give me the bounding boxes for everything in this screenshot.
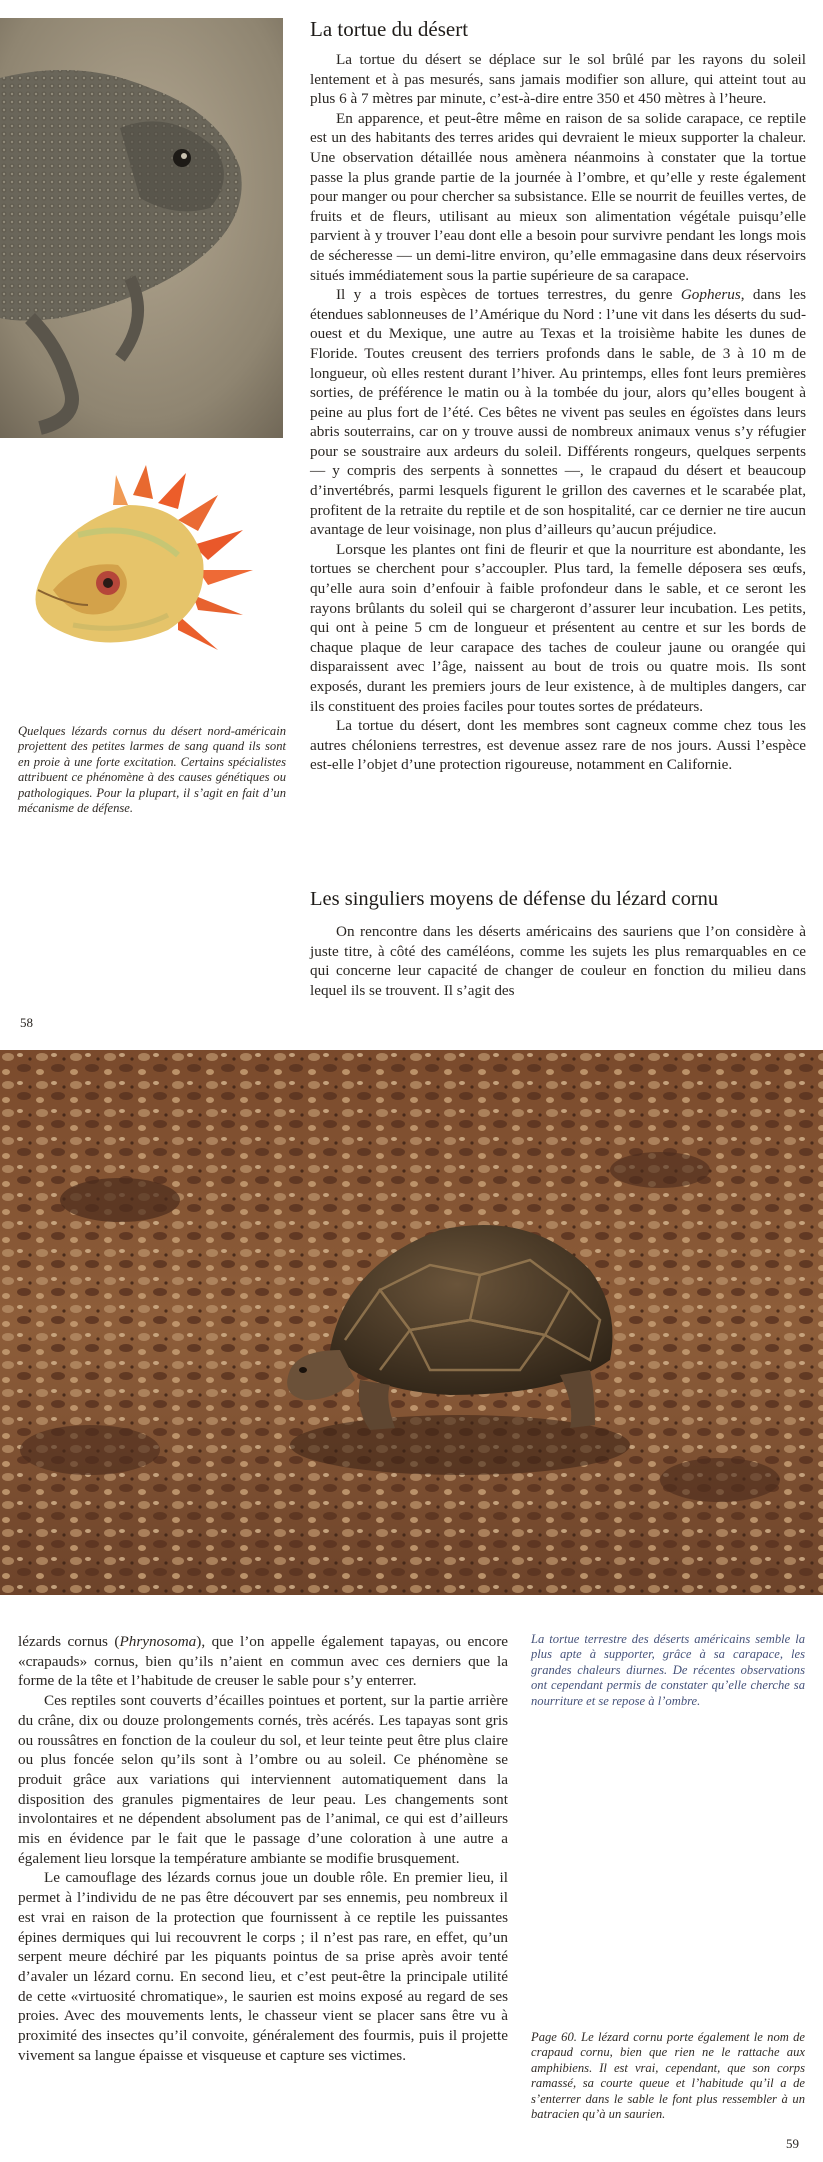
section2-body — [310, 922, 806, 1000]
horned-lizard-head-illustration — [18, 465, 258, 665]
desert-tortoise-photo — [0, 1050, 823, 1595]
paragraph: En apparence, et peut-être même en raison de sa solide carapace, ce reptile est un des habitants des terres arides qui devraient le mieux supporter la chaleur. Une observation détaillée nous amènera néanmoins à constater que la tortue passe la plus grande partie de la journée à l’ombre, et qu’elle y reste également pour manger ou pour chercher sa subsistance. Elle se nourrit de feuilles vertes, de fruits et de fleurs, utilisant au mieux son alimentation végétale puisqu’elle parvient à y trouver l’eau dont elle a besoin pour survivre pendant les longs mois de sécheresse — un demi-litre environ, qu’elle emmagasine dans deux réservoirs situés immédiatement sous la partie supérieure de sa carapace. — [310, 109, 806, 284]
caption-tortoise: La tortue terrestre des déserts américains semble la plus apte à supporter, grâce à sa carapace, les grandes chaleurs diurnes. De récentes observations ont cependant permis de constater qu’elle cherche sa nourriture et se repose à l’ombre. — [531, 1632, 805, 1708]
section1-body — [310, 50, 806, 775]
paragraph: Lorsque les plantes ont fini de fleurir et que la nourriture est abondante, les tortues se cherchent pour s’accoupler. Plus tard, la femelle déposera ses œufs, qu’elle aura soin d’enfouir à faible profondeur dans le sable, et ce seront les rayons brûlants du soleil qui se chargeront d’assurer leur incubation. Les petits, qui ont à peine 5 cm de longueur et présentent au centre et sur les bords de chaque plaque de leur carapace des taches de couleur jaune ou orangée qui disparaissent avec l’âge, naissent au bout de trois ou quatre mois. Ils sont exposés, durant les premiers jours de leur existence, à de multiples dangers, car ils constituent des proies faciles pour toutes sortes de prédateurs. — [310, 540, 806, 715]
paragraph: La tortue du désert, dont les membres sont cagneux comme chez tous les autres chéloniens terrestres, est devenue assez rare de nos jours. Aussi l’espèce est-elle l’objet d’une protection rigoureuse, notamment en Californie. — [310, 717, 806, 774]
horned-lizard-photo — [0, 18, 283, 438]
paragraph: On rencontre dans les déserts américains des sauriens que l’on considère à juste titre, à côté des caméléons, comme les sujets les plus remarquables en ce qui concerne leur capacité de changer de couleur en fonction du milieu dans lequel ils se trouvent. Il s’agit des — [310, 923, 806, 999]
paragraph: Le camouflage des lézards cornus joue un double rôle. En premier lieu, il permet à l’individu de ne pas être découvert par ses ennemis, peu nombreux il est vrai en raison de la protection que fournissent à ce reptile les puissantes épines dermiques qui lui recouvrent le corps ; il n’est pas rare, en effet, qu’un serpent meure déchiré par les piquants pointus de sa prise après avoir tenté d’avaler un lézard cornu. En second lieu, et c’est peut-être la principale utilité de cette «virtuosité chromatique», le saurien est moins exposé au regard de ses proies. Avec des mouvements lents, le chasseur vient se placer sans être vu à proximité des insectes qu’il convoite, généralement des fourmis, puis il projette vivement sa langue épaisse et visqueuse et capture ses victimes. — [18, 1869, 508, 2064]
paragraph: lézards cornus (Phrynosoma), que l’on appelle également tapayas, ou encore «crapauds» cornus, bien qu’ils n’aient en commun avec ces derniers que la forme de la tête et l’habitude de creuser le sable pour s’y enterrer. — [18, 1633, 508, 1690]
caption-lizard: Quelques lézards cornus du désert nord-américain projettent des petites larmes de sang quand ils sont en proie à une forte excitation. Certains spécialistes attribuent ce phénomène à des causes génétiques ou pathologiques. Pour la plupart, il s’agit en fait d’un mécanisme de défense. — [18, 724, 286, 816]
page59-body — [18, 1632, 508, 2065]
section-title-tortue: La tortue du désert — [310, 17, 469, 41]
paragraph: La tortue du désert se déplace sur le sol brûlé par les rayons du soleil lentement et à pas mesurés, sans jamais modifier son allure, qui atteint tout au plus 6 à 7 mètres par minute, c’est-à-dire entre 350 et 450 mètres à l’heure. — [310, 51, 806, 108]
caption-page60: Page 60. Le lézard cornu porte également le nom de crapaud cornu, bien que rien ne le rattache aux amphibiens. Il est vrai, cependant, que son corps ramassé, sa courte queue et l’habitude qu’il a de s’enterrer dans le sable le font plus ressembler à un batracien qu’à un saurien. — [531, 2030, 805, 2122]
page-number-58: 58 — [20, 1015, 33, 1030]
section-title-lezard-cornu: Les singuliers moyens de défense du lézard cornu — [310, 888, 719, 910]
paragraph: Ces reptiles sont couverts d’écailles pointues et portent, sur la partie arrière du crâne, dix ou douze prolongements cornés, très acérés. Les tapayas sont gris ou roussâtres en fonction de la couleur du sol, et leur teinte peut être plus claire ou plus foncée selon qu’ils sont à l’ombre ou au soleil. Ce phénomène se produit grâce aux variations qui interviennent automatiquement dans la disposition des granules pigmentaires de leur peau. Les changements sont involontaires et ne dépendent absolument pas de l’animal, ce qui est d’ailleurs mis en évidence par le fait que le passage d’une coloration à une autre a également lieu lorsque la température ambiante se modifie brusquement. — [18, 1692, 508, 1867]
page-number-59: 59 — [786, 2136, 799, 2151]
paragraph: Il y a trois espèces de tortues terrestres, du genre Gopherus, dans les étendues sablonneuses de l’Amérique du Nord : l’une vit dans les déserts du sud-ouest et du Mexique, une autre au Texas et la troisième habite les dunes de Floride. Toutes creusent des terriers profonds dans le sable, de 3 à 10 m de longueur, où elles restent durant l’hiver. Au printemps, elles font leurs premières sorties, de préférence le matin ou à la tombée du jour, alors qu’elles bougent à peine au plus fort de l’été. Ces bêtes ne vivent pas seules en égoïstes dans leurs abris souterrains, car on y trouve aussi de nombreux animaux venus s’y réfugier pour se soustraire aux ardeurs du soleil. Différents rongeurs, quelques serpents — y compris des serpents à sonnettes —, le crapaud du désert et beaucoup d’invertébrés, parmi lesquels figurent le grillon des cavernes et le scarabée plat, profitent de la retraite du reptile et de son hospitalité, car ce dernier ne tire aucun avantage de leur voisinage, non plus d’ailleurs qu’aucun préjudice. — [310, 286, 806, 539]
